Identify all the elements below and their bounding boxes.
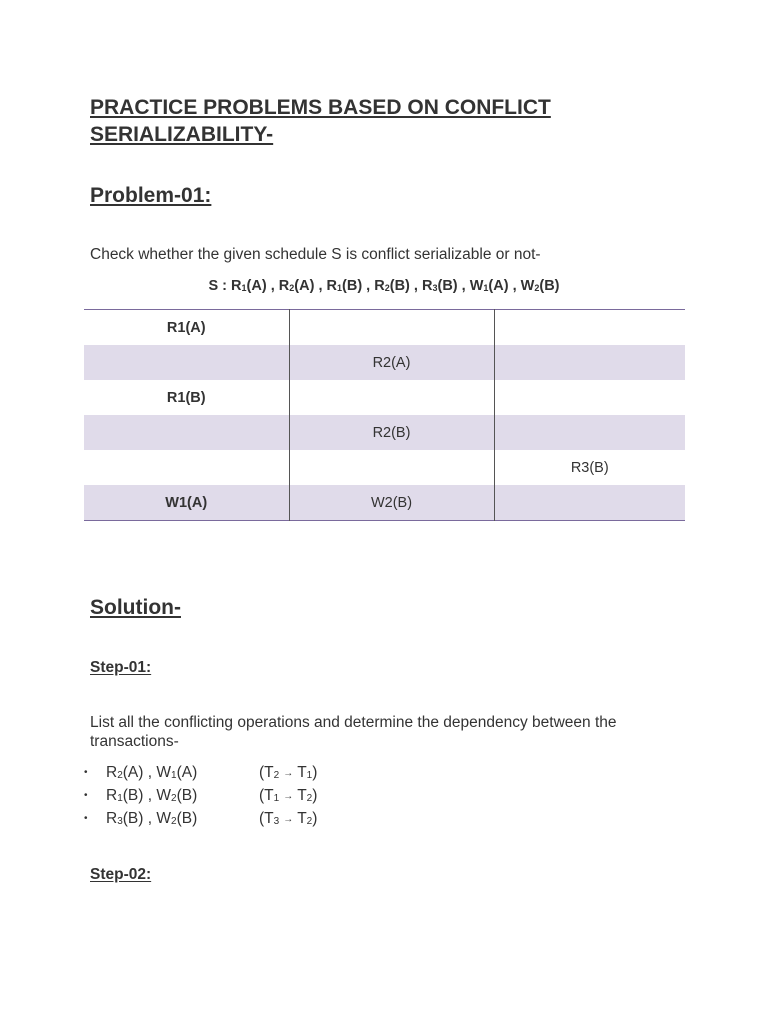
schedule-table [84,309,685,521]
dependency-edge: $(T_1 \to T_2)$ [259,787,318,804]
schedule-operation: $R_2(A)$ [278,278,315,294]
arrow-right-icon: → [283,768,294,779]
table-row [84,485,685,521]
dependency-edge: $(T_2 \to T_1)$ [259,764,318,781]
bullet-icon: • [84,790,88,801]
step-02-heading: Step-02: [90,866,152,883]
conflict-operation: $W_1(A)$ [156,764,198,781]
schedule-operations: $R_1(A)$ , $R_2(A)$ , $R_1(B)$ , $R_2(B)$ , $R_3(B)$ , $W_1(A)$ , $W_2(B)$ [231,278,560,294]
dependency-edge: $(T_3 \to T_2)$ [259,810,318,827]
step-01-description: List all the conflicting operations and determine the dependency between the transactions- [90,714,617,750]
schedule-operation: $R_1(B)$ [326,278,363,294]
schedule-expression [0,277,768,296]
table-row [84,345,685,380]
schedule-operation: $W_1(A)$ [469,278,509,294]
schedule-operation: $W_2(B)$ [520,278,560,294]
conflicting-operations: $R_1(B)$ , $W_2(B)$ [106,787,198,804]
bullet-icon: • [84,767,88,778]
schedule-operation: $R_3(B)$ [421,278,458,294]
bullet-icon: • [84,813,88,824]
table-cell-t3 [494,310,685,346]
problem-heading: Problem-01: [90,184,212,207]
conflict-operation: $R_1(B)$ [106,787,144,804]
table-cell-t2 [289,450,494,485]
table-cell-t2 [289,310,494,346]
table-cell-t3 [494,415,685,450]
schedule-prefix: S : [208,278,232,294]
conflicting-operations: $R_2(A)$ , $W_1(A)$ [106,764,198,781]
table-cell-t2: R2(B) [289,415,494,450]
conflict-operation: $R_3(B)$ [106,810,144,827]
conflicting-operations: $R_3(B)$ , $W_2(B)$ [106,810,198,827]
table-cell-t1: R1(B) [166,389,206,406]
table-row [84,380,685,415]
table-row [84,415,685,450]
arrow-right-icon: → [283,814,294,825]
table-cell-t1: R1(A) [166,319,206,336]
table-row [84,450,685,485]
table-cell-t2: R2(A) [289,345,494,380]
table-cell-t2 [289,380,494,415]
table-cell-t3 [494,345,685,380]
conflict-operation: $W_2(B)$ [156,810,198,827]
conflict-operation: $W_2(B)$ [156,787,198,804]
table-cell-t1 [84,450,289,485]
table-cell-t3: R3(B) [570,459,609,476]
table-cell-t3 [494,485,685,521]
table-cell-t2: W2(B) [289,485,494,521]
table-row [84,310,685,346]
table-cell-t1: W1(A) [84,485,289,521]
step-01-heading: Step-01: [90,659,152,676]
schedule-operation: $R_1(A)$ [231,278,267,294]
problem-statement: Check whether the given schedule S is conflict serializable or not- [90,246,541,263]
schedule-operation: $R_2(B)$ [374,278,410,294]
table-cell-t1 [84,345,289,380]
solution-heading: Solution- [90,596,181,619]
conflict-operation: $R_2(A)$ [106,764,144,781]
table-cell-t1 [84,415,289,450]
table-cell-t3 [494,380,685,415]
page-title: PRACTICE PROBLEMS BASED ON CONFLICT SERIALIZABILITY- [90,96,551,146]
arrow-right-icon: → [283,791,294,802]
